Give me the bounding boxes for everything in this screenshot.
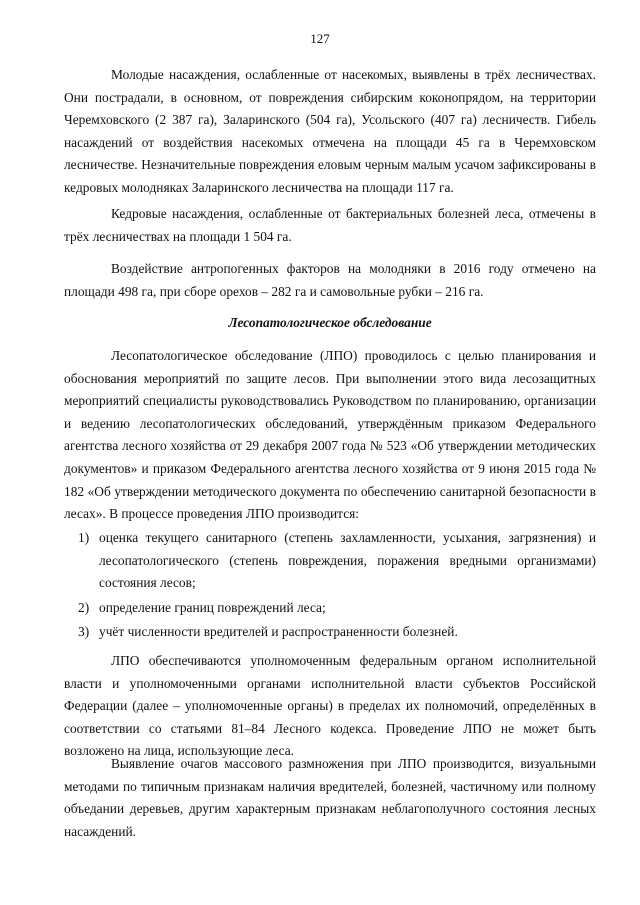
paragraph-young-stands: Молодые насаждения, ослабленные от насекомых, выявлены в трёх лесничествах. Они пострадали, в основном, от повреждения сибирским коконопрядом, на территории Черемховского (2 387 га), Заларинского (504 га), Усольского (407 га) лесничеств. Гибель насаждений от воздействия насекомых отмечена на площади 45 га в Черемховском лесничестве. Незначительные повреждения еловым черным малым усачом зафиксированы в кедровых молодняках Заларинского лесничества на площади 117 га. — [64, 67, 596, 195]
list-marker: 1) — [78, 530, 90, 545]
list-marker: 3) — [78, 624, 90, 640]
page-number: 127 — [310, 31, 330, 46]
list-item-text: определение границ повреждений леса; — [99, 599, 326, 615]
list-item-text: оценка текущего санитарного (степень захламленности, усыхания, загрязнения) и лесопатологического (степень повреждения, поражения вредными организмами) состояния лесов; — [99, 530, 596, 591]
lpo-task-list — [64, 527, 596, 646]
list-item-text: учёт численности вредителей и распространенности болезней. — [99, 624, 458, 640]
list-item — [64, 621, 596, 644]
list-marker: 2) — [78, 599, 90, 615]
paragraph-lpo-authority: ЛПО обеспечиваются уполномоченным федеральным органом исполнительной власти и уполномоченными органами исполнительной власти субъектов Российской Федерации (далее – уполномоченные органы) в пределах их полномочий, определённых в соответствии со статьями 81–84 Лесного кодекса. Проведение ЛПО не может быть возложено на лица, использующие леса. — [64, 653, 596, 759]
paragraph-cedar-stands: Кедровые насаждения, ослабленные от бактериальных болезней леса, отмечены в трёх лесничествах на площади 1 504 га. — [64, 206, 596, 244]
paragraph-anthropogenic: Воздействие антропогенных факторов на молодняки в 2016 году отмечено на площади 498 га, при сборе орехов – 282 га и самовольные рубки – 216 га. — [64, 261, 596, 299]
list-item — [64, 527, 596, 595]
paragraph-outbreak-detection: Выявление очагов массового размножения при ЛПО производится, визуальными методами по типичным признакам наличия вредителей, болезней, частичному или полному объедании деревьев, другим характерным признакам неблагополучного состояния лесных насаждений. — [64, 756, 596, 839]
section-heading: Лесопатологическое обследование — [228, 315, 432, 330]
list-item — [64, 597, 596, 620]
paragraph-lpo-intro: Лесопатологическое обследование (ЛПО) проводилось с целью планирования и обоснования мероприятий по защите лесов. При выполнении этого вида лесозащитных мероприятий специалисты руководствовались Руководством по планированию, организации и ведению лесопатологических обследований, утверждённым приказом Федерального агентства лесного хозяйства от 29 декабря 2007 года № 523 «Об утверждении методических документов» и приказом Федерального агентства лесного хозяйства от 9 июня 2015 года № 182 «Об утверждении методического документа по обеспечению санитарной безопасности в лесах». В процессе проведения ЛПО производится: — [64, 348, 596, 522]
